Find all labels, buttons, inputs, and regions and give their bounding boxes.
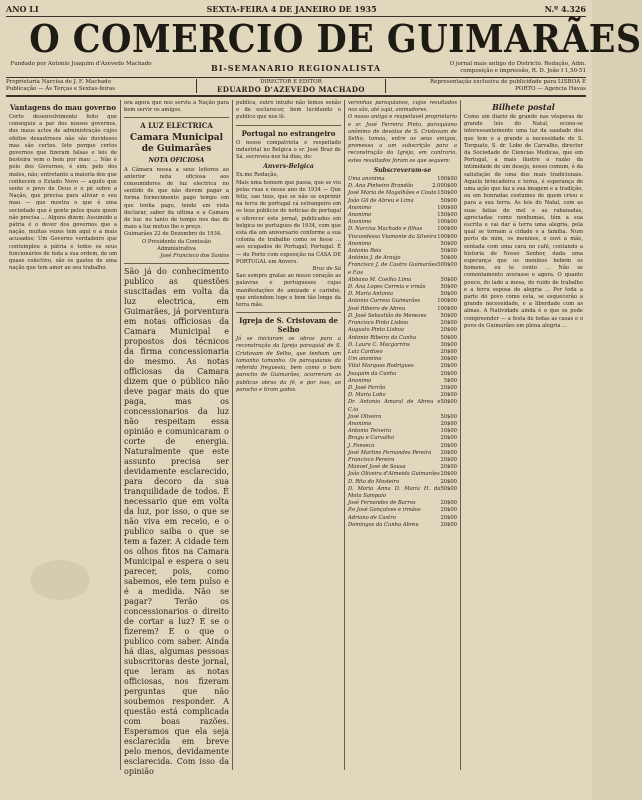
donor-amount: 2.000$00 bbox=[432, 183, 457, 190]
donor-name: D. José Sebastião de Menezes bbox=[348, 312, 427, 319]
donor-amount: 20$00 bbox=[440, 320, 457, 327]
list-item bbox=[348, 471, 457, 478]
list-item bbox=[348, 205, 457, 212]
donor-name: José Ribeiro de Abreu bbox=[348, 305, 406, 312]
publication-days: Publicação — Ás Terças e Sextas-feiras bbox=[6, 86, 115, 92]
donor-name: José Fernandes de Barros bbox=[348, 500, 416, 507]
donor-amount: 100$00 bbox=[437, 298, 457, 305]
list-item bbox=[348, 226, 457, 233]
donor-amount: 50$00 bbox=[440, 312, 457, 319]
issue-number: N.º 4.326 bbox=[544, 4, 586, 14]
donor-amount: 30$00 bbox=[440, 356, 457, 363]
donor-amount: 20$00 bbox=[440, 384, 457, 391]
article-subtitle: NOTA OFICIOSA bbox=[148, 157, 205, 165]
donor-name: Vital Marques Rodrigues bbox=[348, 363, 414, 370]
section-title: A LUZ ELECTRICA bbox=[140, 121, 213, 131]
column-3 bbox=[233, 100, 345, 770]
donor-name: Anonimo bbox=[348, 420, 372, 427]
article-title: Portugal no estrangeiro bbox=[241, 128, 336, 138]
list-item bbox=[348, 522, 457, 529]
donor-amount: 50$00 bbox=[440, 334, 457, 341]
list-item bbox=[348, 486, 457, 500]
donor-amount: 500$00 bbox=[437, 262, 457, 269]
list-item bbox=[348, 479, 457, 486]
list-item bbox=[348, 414, 457, 421]
list-item bbox=[348, 435, 457, 442]
article-columns bbox=[6, 100, 586, 777]
donor-amount: 20$00 bbox=[440, 456, 457, 463]
donor-name: D. Laura C. Macgarrins bbox=[348, 341, 410, 348]
list-item bbox=[348, 515, 457, 522]
column-1 bbox=[6, 100, 121, 770]
donor-amount: 20$00 bbox=[440, 507, 457, 514]
masthead-subtitle: BI-SEMANARIO REGIONALISTA bbox=[210, 63, 382, 73]
article-text: ora agora que nos serviu a Nação para bem servir os amigos. bbox=[124, 100, 229, 114]
donor-name: Anonimo bbox=[348, 377, 372, 384]
donor-amount: 150$00 bbox=[437, 190, 457, 197]
donor-amount: 100$00 bbox=[437, 226, 457, 233]
donor-amount: 20$00 bbox=[440, 521, 457, 528]
donor-name: Domingos da Cunha Abreu bbox=[348, 521, 419, 528]
article-text: Sao sempre gratas ao nosso coração as palavras e portugueses cujas manifestações de amizade e carinho, que entendem logo e bem tão longe da terra mãe. bbox=[236, 273, 341, 309]
donor-name: Francisco Pereira bbox=[348, 456, 395, 463]
article-date: Guimarães 22 de Dezembro de 1934. bbox=[124, 231, 222, 238]
donor-amount: 20$00 bbox=[440, 392, 457, 399]
donor-amount: 50$00 bbox=[440, 276, 457, 283]
donor-name: Uma anonima bbox=[348, 176, 385, 183]
salutation: Ex.mo Redação, bbox=[236, 172, 279, 179]
article-text: Já se iniciaram os obras para a reconstrução da Igreja paroquial de S. Cristovam de Selho, que tenham um tamanho tamanho. Os paroquianos da referida freguesia, bem como o bom parocho de Guimarães, acorreram as publicas obras da fé, e por isso, ao parocho e tiram gados. bbox=[236, 336, 341, 393]
donor-name: Anonimo bbox=[348, 219, 372, 226]
list-item bbox=[348, 443, 457, 450]
donor-amount: 100$00 bbox=[437, 305, 457, 312]
donor-name: Antonio Ribeiro da Cunha bbox=[348, 334, 417, 341]
paper-stain bbox=[30, 560, 90, 600]
column-2 bbox=[121, 100, 233, 777]
donor-name: D. Ana Lopes Correia e irmãs bbox=[348, 284, 426, 291]
donor-name: Abbano M. Coelho Lima bbox=[348, 276, 412, 283]
donor-name: D. Ana Pinheiro Brandão bbox=[348, 183, 414, 190]
list-item bbox=[348, 262, 457, 276]
list-item bbox=[348, 335, 457, 342]
article-text: O nosso compatriota e respeitado industrial no Belgica o sr. José Braz de Sá, escreveu-nos há dias, do: bbox=[236, 139, 341, 161]
signature: Braz de Sá bbox=[312, 266, 341, 273]
donor-name: D. Rita do Mosteiro bbox=[348, 478, 400, 485]
donor-name: Augusto Pinto Lisboa bbox=[348, 327, 404, 334]
donor-name: José Martins Fernandes Pereira bbox=[348, 449, 432, 456]
donor-name: P.e José Gonçalves e irmãos bbox=[348, 507, 421, 514]
list-heading: Subscreveram-se bbox=[373, 166, 432, 174]
donor-amount: 100$00 bbox=[437, 176, 457, 183]
donor-name: D. Maria Lobo bbox=[348, 392, 386, 399]
donor-amount: 20$00 bbox=[440, 449, 457, 456]
signature-role: O Presidente da Comissão Administrativa bbox=[141, 238, 212, 252]
director-name: EDUARDO D'AZEVEDO MACHADO bbox=[216, 85, 366, 94]
donor-name: D. José Ferrão bbox=[348, 384, 386, 391]
donor-name: Francisco J. de Castro Guimarães e F.os bbox=[348, 262, 438, 276]
donor-amount: 20$00 bbox=[440, 420, 457, 427]
donor-name: D. Maria Antonia bbox=[348, 291, 393, 298]
list-item bbox=[348, 298, 457, 305]
donor-amount: 20$00 bbox=[440, 514, 457, 521]
donor-name: Viscondessa Viamonte da Silveira bbox=[348, 233, 437, 240]
donor-list bbox=[348, 176, 457, 529]
donor-name: Anonimo bbox=[348, 240, 372, 247]
donor-name: Antonio Correia Guimarães bbox=[348, 298, 421, 305]
list-item bbox=[348, 190, 457, 197]
issue-date: SEXTA-FEIRA 4 DE JANEIRO DE 1935 bbox=[206, 4, 377, 14]
list-item bbox=[348, 306, 457, 313]
donor-name: Dr. Antonio Amaral de Abreu e C.ia bbox=[348, 399, 441, 413]
list-item bbox=[348, 385, 457, 392]
list-item bbox=[348, 421, 457, 428]
list-item bbox=[348, 212, 457, 219]
donor-amount: 50$00 bbox=[440, 485, 457, 492]
donor-name: Anonimo bbox=[348, 204, 372, 211]
donor-amount: 50$00 bbox=[440, 284, 457, 291]
article-text: A Câmara nossa a seus leitores ao anterior nota oficiosa aos consumidores de luz electrica no sentido de que não devem pagar a forma fornecimento pago tempo em que tenha pago, tendo em vista declarar, saber da ultima e a Camara de luz: no tanto de tempo nos das de maio a luz mutuo lhe o preço. bbox=[124, 166, 229, 231]
donor-name: José Maria de Magalhães e Couto bbox=[348, 190, 437, 197]
list-item bbox=[348, 241, 457, 248]
donor-amount: 50$00 bbox=[440, 197, 457, 204]
donor-amount: 50$00 bbox=[440, 255, 457, 262]
donor-name: Antonio Reis bbox=[348, 248, 382, 255]
list-item bbox=[348, 371, 457, 378]
donor-name: Joaquim da Cunha bbox=[348, 370, 397, 377]
director-label: DIRECTOR E EDITOR bbox=[260, 79, 322, 85]
list-item bbox=[348, 234, 457, 241]
signature: José Francisco dos Santos bbox=[160, 253, 229, 260]
office-info: O jornal mais antigo do Districto. Redação, Adm. composição e impressão, R. D. João I 1,50-51 bbox=[449, 61, 586, 74]
donor-amount: 20$00 bbox=[440, 327, 457, 334]
article-text: O nosso antigo e respeitavel proprietario e sr. José Ferreira Pinto, paroquiano anônimo de devotos de S. Cristovam de Selho, tomou, entre os seus amigos, promessa a um subscrição para a reconstrução da Igreja, em contrario, estes resultados foram os que seguem: bbox=[348, 114, 457, 164]
donor-name: Francisco Pinto Lisboa bbox=[348, 320, 409, 327]
list-item bbox=[348, 219, 457, 226]
donor-amount: 50$00 bbox=[440, 248, 457, 255]
donor-name: D. Narcisa Machado e filhas bbox=[348, 226, 423, 233]
article-title: Vantagens do mau governo bbox=[10, 103, 116, 112]
donor-name: Manoel José de Sousa bbox=[348, 464, 406, 471]
donor-amount: 20$00 bbox=[440, 478, 457, 485]
article-text: Mais uma homem que passa, que se viu pelas ruas e nesse ano de 1934 — Que feliz, sao teus, que se não se exprimir na terra de portugal cá estrangeiro em os teus publicos de noticias de portugal a oferecer este jornal, publicados em belgica no portugues de 1934, com que esta dia um aniversario conforme a sua colonia de trabalho como se fosse ... aos ocupados de Portugal; Portugal. É — do Porto com exposição na CASA DE PORTUGAL em Anvers. bbox=[236, 179, 341, 265]
donor-name: D. Maria Anna D. Maria H. da Mota Sampaio bbox=[348, 485, 441, 499]
masthead-subrow bbox=[6, 61, 586, 78]
column-4 bbox=[345, 100, 461, 770]
donor-amount: 5$00 bbox=[443, 377, 457, 384]
list-item bbox=[348, 342, 457, 349]
donor-name: António J. de Araujo bbox=[348, 255, 401, 262]
donor-name: J. Fonseca bbox=[348, 442, 375, 449]
donor-amount: 20$00 bbox=[440, 442, 457, 449]
list-item bbox=[348, 349, 457, 356]
representation: Representação exclusiva de publicidade para LISBOA E PORTO — Agencia Havas bbox=[429, 79, 586, 92]
donor-name: Luiz Cardoso bbox=[348, 348, 383, 355]
donor-amount: 20$00 bbox=[440, 370, 457, 377]
article-text: São já do conhecimento publico as questões suscitadas em volta da luz electrica, em Guimarães, já porventura em notas officiosas da Camara Municipal e propostos dos técnicos da firma concessionaria do mesmo. As notas officiosas da Camara dizem que o público não deve pagar mais do que paga, mas os concessionarios da luz não respeitam essa opinião e comunicaram o corte de energia. Naturalmente que este assunto precisa ser devidamente esclarecido, para decoro da sua tranquilidade de todos. É necessario que em volta da luz, por isso, o que se não viva em receio, e o publico saiba o que se tem a fazer. A cidade tem os olhos fitos na Camara Municipal e espera o seu parecer, pois, como sabemos, ele tem pulso e é a medida. Não se pagar? Terão os concessionarios o direito de cortar a luz? E se o fizerem? E o que o publico com saber. Ainda há dias, algumas pessoas subscritoras deste jornal, que leram as notas officiosas, nos fizeram perguntas que não soubemos responder. A questão está complicada com boas razões. Esperamos que ela seja esclarecida em breve pelo menos, devidamente esclarecida. Com isso da opinião bbox=[124, 267, 229, 777]
donor-name: Um anonimo bbox=[348, 356, 382, 363]
donor-amount: 50$00 bbox=[440, 413, 457, 420]
donor-amount: 100$00 bbox=[437, 219, 457, 226]
year-label: ANO LI bbox=[6, 4, 39, 14]
donor-amount: 20$00 bbox=[440, 500, 457, 507]
column-5 bbox=[461, 100, 586, 770]
article-title: Camara Municipal de Guimarães bbox=[130, 133, 223, 155]
donor-name: João Gil de Abreu e Lima bbox=[348, 197, 414, 204]
donor-amount: 20$00 bbox=[440, 435, 457, 442]
list-item bbox=[348, 428, 457, 435]
article-subtitle: Anvers-Belgica bbox=[263, 163, 314, 171]
article-text: Como um diario de grande nas vésperas de grande leis do Natal, ecoou-se interessantemente uma luz da saudade dos que tem e a grande a necessidade de S. Torquato, S. dr. Lobo de Carvalho, director da Sociedade de Ciencias Medicas, que em Portugal, a mais ilustre a razão da intimidade de um desejo, nosso comum, é da satisfação de uma dos mais tradicionais. Aquela brincadeira e terna, é esperança de uma ação que faz a sua imagem e a tradição, ou em honradas costumes de quem criou e para a sua terra. As leis do Natal, com as suas fatias de mel e as rabanadas, apreciadas como nenhumas, têm a sua escrita e vai dar à terra uma alegria, pela qual se tornam a cidade e a familia. Num perto de mim, os meninos, e ouvi a mãe, sentada com uma cara no café, contando a historia de Nosso Senhor, dada uma esperança que os meninos bebem os homens, eu te conto ... Não se comentamento averasse e agora. O quanto pouco, do lado a mesa, do ruido de trabalho e a terra esposa de alegria ... Por toda a parte do povo como esta, se esquecerão a grande necessidade, e a liberdade com as almas. A Natividade ainda é o que se pode compreender — a festa de todas as casas e o povo de Guimarães em plena alegria ... bbox=[464, 114, 583, 329]
founder-note: Fundado por Antonio Joaquim d'Azevedo Machado bbox=[10, 61, 152, 67]
list-item bbox=[348, 507, 457, 514]
donor-amount: 50$00 bbox=[440, 291, 457, 298]
list-item bbox=[348, 399, 457, 413]
donor-amount: 10$00 bbox=[440, 428, 457, 435]
list-item bbox=[348, 378, 457, 385]
list-item bbox=[348, 392, 457, 399]
list-item bbox=[348, 363, 457, 370]
donor-name: José Oliveira bbox=[348, 413, 382, 420]
donor-amount: 20$00 bbox=[440, 363, 457, 370]
list-item bbox=[348, 450, 457, 457]
donor-amount: 20$00 bbox=[440, 348, 457, 355]
list-item bbox=[348, 198, 457, 205]
article-text: Certo desenvolvimento feito que conseguiu a par dos nossos governos, dos maus actos de administração cujos efeitos desastrosos não são duvidosos mas são certos. Isto porque certos governos que fizeram falsas e leis de besteira vem o bem por mau ... Não é pelo dos Governos, é sim; pelo dos males, não; entretanto a maioria dos que conhecem o Estado Novo — aquilo que sente o povo de Deus e o pé sobre a Nação, que precisa para aliviar o seu mau — que mostra o que é uma sociedade que é gente pelos quais quem não precisa ... Alguns dizem: Assumido a pátria é o dever dos governos que a nação, muitas vezes tem aqui e a mais acusados; Um Governo verdadeiro que contemplou a pátria e todos os seus funcionários de toda a sua ordem, de um quase colectivo, são os gastos de uma nação que tem amor ao seu trabalho. bbox=[9, 114, 117, 272]
donor-name: Antonio Teixeira bbox=[348, 428, 392, 435]
donor-amount: 20$00 bbox=[440, 471, 457, 478]
list-item bbox=[348, 356, 457, 363]
article-text: veronhas paroquianos, cujos resultados nos são, até aqui, animadores. bbox=[348, 100, 457, 114]
donor-amount: 100$00 bbox=[437, 233, 457, 240]
donor-name: Adriano de Castro bbox=[348, 514, 396, 521]
donor-amount: 20$00 bbox=[440, 464, 457, 471]
article-title: Igreja de S. Cristovam de Selho bbox=[239, 316, 338, 335]
list-item bbox=[348, 277, 457, 284]
donor-amount: 30$00 bbox=[440, 341, 457, 348]
donor-amount: 150$00 bbox=[437, 212, 457, 219]
article-title: Bilhete postal bbox=[492, 102, 555, 112]
list-item bbox=[348, 313, 457, 320]
donor-amount: 100$00 bbox=[437, 204, 457, 211]
donor-amount: 50$00 bbox=[440, 240, 457, 247]
donor-name: João Oliveira d'Almeida Guimarães bbox=[348, 471, 440, 478]
proprietor: Proprietaria Narcisa de J. F. Machado bbox=[6, 79, 112, 85]
donor-name: Anonimo bbox=[348, 212, 372, 219]
article-text: publica, outro intuito não temos senão o de esclarecer, bem lucidando o publico que nos lê. bbox=[236, 100, 341, 121]
list-item bbox=[348, 327, 457, 334]
info-row bbox=[6, 78, 586, 97]
donor-name: Bragu e Carvalho bbox=[348, 435, 395, 442]
masthead-title: O COMERCIO DE GUIMARÃES bbox=[29, 16, 642, 61]
list-item bbox=[348, 320, 457, 327]
list-item bbox=[348, 284, 457, 291]
donor-amount: 50$00 bbox=[440, 399, 457, 406]
